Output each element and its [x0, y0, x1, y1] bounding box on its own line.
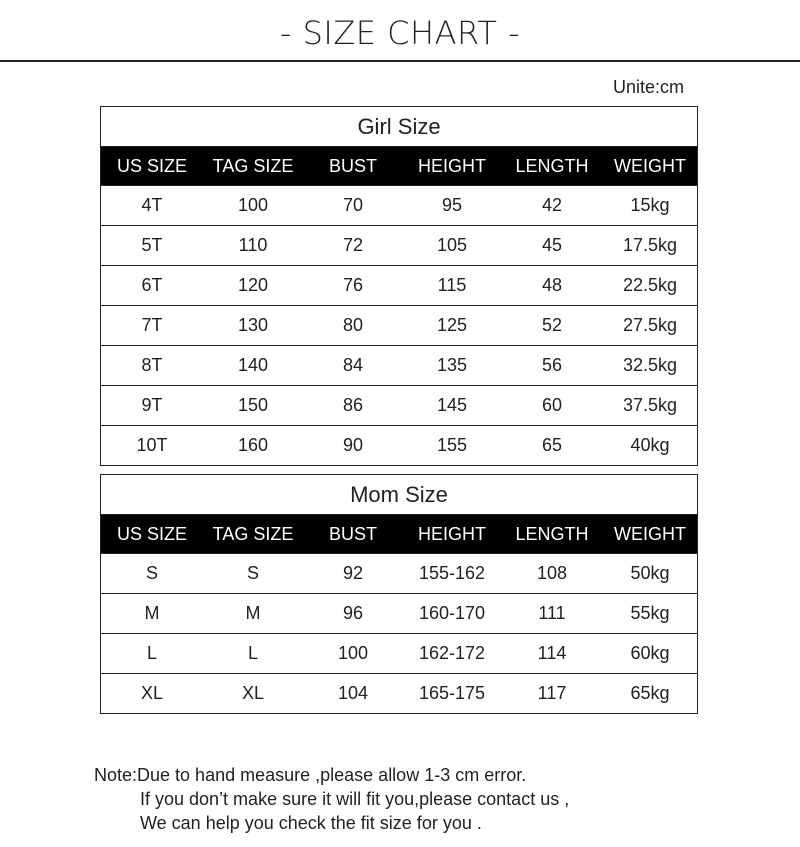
header-height: HEIGHT [417, 156, 486, 176]
cell-length: 114 [537, 643, 567, 663]
cell-bust: 92 [342, 563, 364, 583]
title-divider [0, 60, 800, 62]
cell-weight: 40kg [630, 435, 670, 455]
cell-length: 108 [536, 563, 568, 583]
page-title: - SIZE CHART - [279, 14, 521, 52]
table-row [101, 426, 697, 465]
cell-bust: 96 [342, 603, 364, 623]
table-row [101, 186, 697, 226]
cell-us-size: 6T [141, 275, 163, 295]
girl-size-table [100, 106, 698, 466]
girl-table-header [101, 147, 697, 186]
cell-bust: 80 [342, 315, 364, 335]
mom-table-title: Mom Size [101, 475, 697, 515]
header-weight: WEIGHT [614, 524, 686, 544]
cell-weight: 22.5kg [622, 275, 678, 295]
cell-tag-size: 130 [237, 315, 269, 335]
cell-height: 155 [436, 435, 468, 455]
cell-length: 56 [541, 355, 563, 375]
table-row [101, 386, 697, 426]
girl-table-title: Girl Size [101, 107, 697, 147]
header-tag-size: TAG SIZE [212, 156, 294, 176]
cell-tag-size: 150 [237, 395, 269, 415]
cell-us-size: 4T [141, 195, 163, 215]
mom-table-header [101, 515, 697, 554]
cell-tag-size: 140 [237, 355, 269, 375]
cell-weight: 37.5kg [622, 395, 678, 415]
cell-length: 48 [541, 275, 563, 295]
cell-us-size: XL [140, 683, 164, 703]
cell-length: 52 [541, 315, 563, 335]
note-line-3: We can help you check the fit size for you . [140, 813, 482, 833]
cell-height: 95 [441, 195, 463, 215]
cell-us-size: 8T [141, 355, 163, 375]
cell-length: 42 [541, 195, 563, 215]
fit-note [94, 763, 569, 835]
cell-us-size: L [146, 643, 157, 663]
cell-length: 65 [541, 435, 563, 455]
cell-length: 111 [538, 603, 566, 623]
cell-weight: 15kg [630, 195, 670, 215]
note-line-1: Note:Due to hand measure ,please allow 1-3 cm error. [94, 765, 527, 785]
note-line-2: If you don’t make sure it will fit you,please contact us , [140, 789, 570, 809]
cell-height: 125 [436, 315, 468, 335]
cell-length: 60 [541, 395, 563, 415]
header-weight: WEIGHT [614, 156, 686, 176]
cell-weight: 60kg [630, 643, 670, 663]
cell-height: 105 [436, 235, 468, 255]
cell-tag-size: 110 [238, 235, 268, 255]
table-row [101, 226, 697, 266]
header-height: HEIGHT [417, 524, 486, 544]
cell-tag-size: XL [241, 683, 265, 703]
cell-weight: 50kg [630, 563, 670, 583]
cell-length: 45 [541, 235, 563, 255]
cell-height: 135 [436, 355, 468, 375]
header-length: LENGTH [515, 156, 589, 176]
cell-bust: 86 [342, 395, 364, 415]
cell-bust: 104 [337, 683, 369, 703]
cell-weight: 17.5kg [622, 235, 678, 255]
cell-bust: 100 [337, 643, 369, 663]
cell-height: 145 [436, 395, 468, 415]
cell-weight: 65kg [630, 683, 670, 703]
cell-height: 162-172 [418, 643, 486, 663]
cell-us-size: 9T [141, 395, 163, 415]
cell-us-size: 5T [141, 235, 163, 255]
cell-bust: 70 [342, 195, 364, 215]
cell-tag-size: 160 [237, 435, 269, 455]
table-row [101, 674, 697, 713]
header-tag-size: TAG SIZE [212, 524, 294, 544]
table-row [101, 266, 697, 306]
cell-height: 115 [437, 275, 467, 295]
cell-bust: 76 [342, 275, 364, 295]
cell-weight: 27.5kg [622, 315, 678, 335]
cell-bust: 84 [342, 355, 364, 375]
cell-height: 165-175 [418, 683, 486, 703]
table-row [101, 634, 697, 674]
cell-us-size: 7T [141, 315, 163, 335]
cell-length: 117 [537, 683, 567, 703]
table-row [101, 306, 697, 346]
table-row [101, 554, 697, 594]
cell-us-size: S [145, 563, 158, 583]
table-row [101, 346, 697, 386]
cell-bust: 72 [342, 235, 364, 255]
cell-tag-size: S [246, 563, 259, 583]
cell-weight: 32.5kg [622, 355, 678, 375]
cell-us-size: 10T [136, 435, 168, 455]
cell-tag-size: 100 [237, 195, 269, 215]
cell-bust: 90 [342, 435, 364, 455]
mom-size-table [100, 474, 698, 714]
cell-weight: 55kg [630, 603, 670, 623]
cell-height: 155-162 [418, 563, 486, 583]
cell-us-size: M [144, 603, 160, 623]
header-us-size: US SIZE [116, 156, 187, 176]
cell-tag-size: L [247, 643, 258, 663]
header-bust: BUST [328, 524, 377, 544]
table-row [101, 594, 697, 634]
header-bust: BUST [328, 156, 377, 176]
header-us-size: US SIZE [116, 524, 187, 544]
cell-height: 160-170 [418, 603, 486, 623]
header-length: LENGTH [515, 524, 589, 544]
unit-label: Unite:cm [613, 77, 685, 97]
cell-tag-size: 120 [237, 275, 269, 295]
cell-tag-size: M [245, 603, 261, 623]
